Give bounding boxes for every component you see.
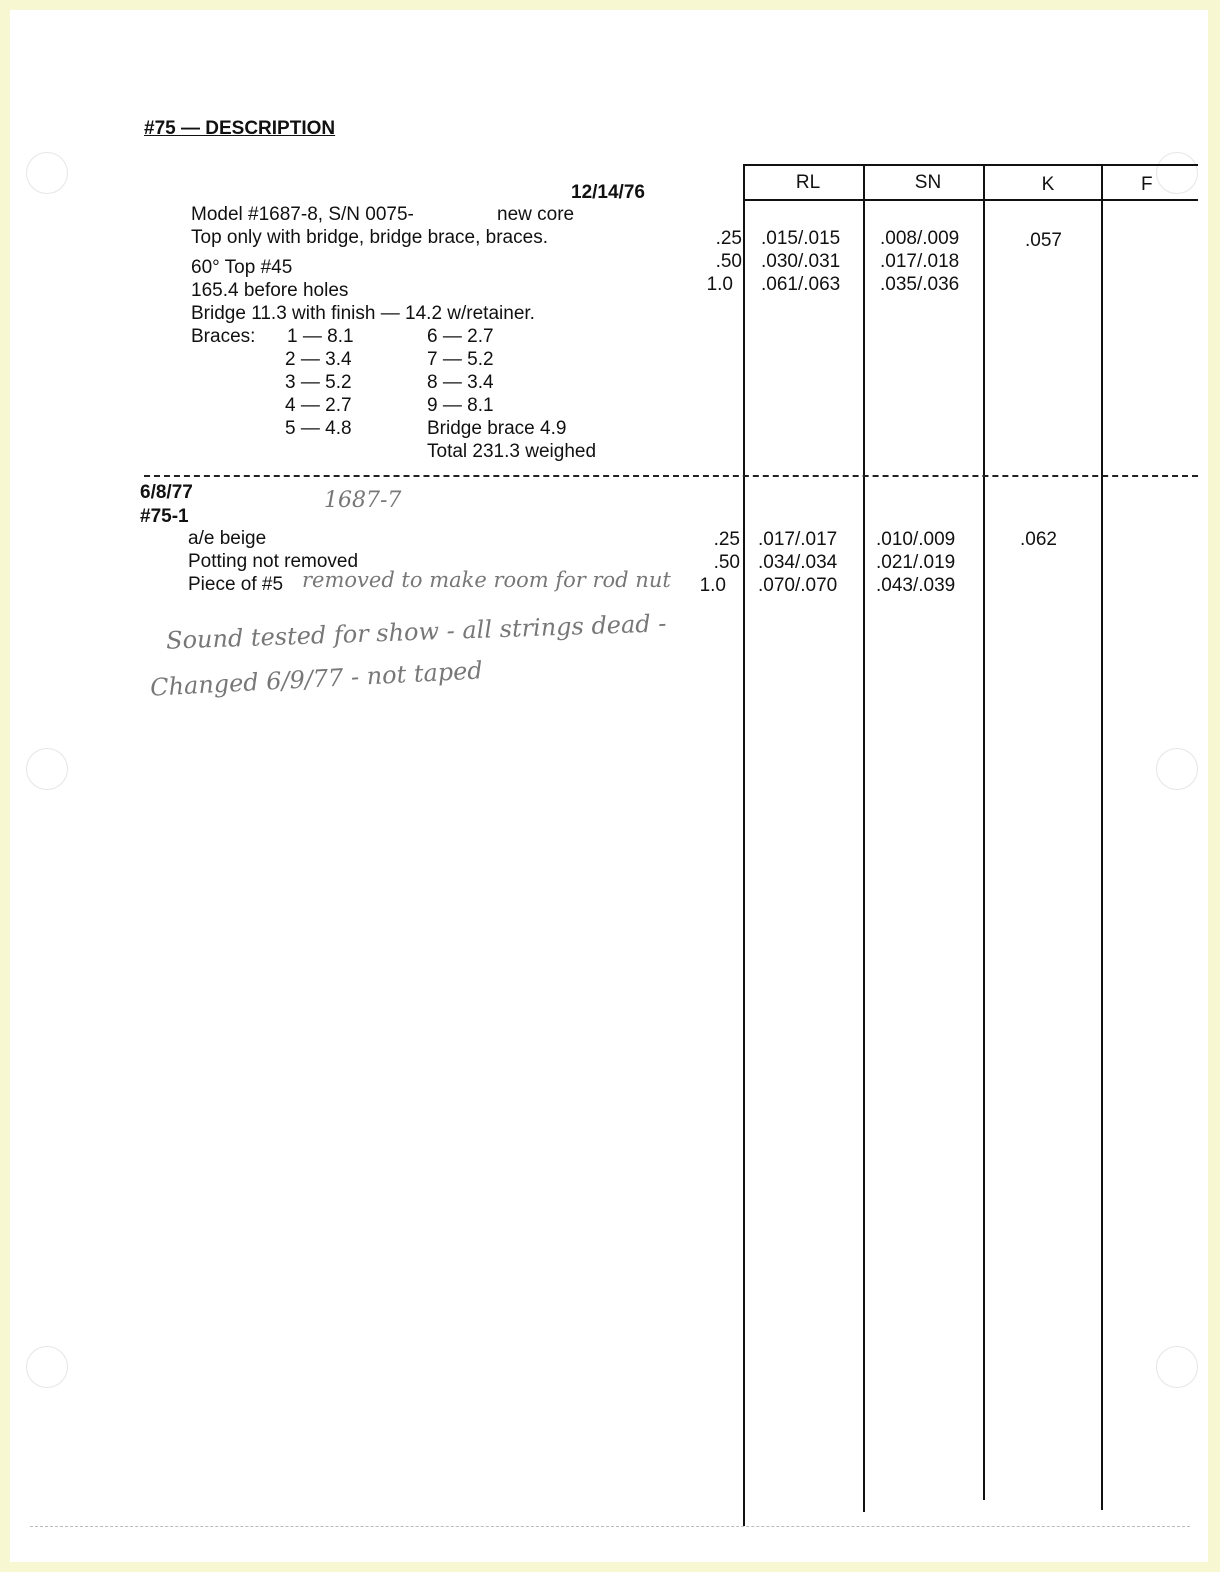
measure-sn: .021/.019	[876, 552, 956, 573]
brace-value: 4 — 2.7	[285, 395, 352, 416]
bridge-brace: Bridge brace 4.9	[427, 418, 567, 439]
column-header-k: K	[1041, 174, 1055, 195]
punch-hole	[26, 152, 68, 194]
measure-rl: .061/.063	[761, 274, 841, 295]
document-page	[10, 10, 1208, 1562]
measure-level: .50	[715, 251, 742, 272]
entry-line: a/e beige	[188, 528, 267, 549]
column-header-partial: F	[1141, 174, 1153, 195]
handwritten-note: removed to make room for rod nut	[302, 568, 671, 592]
measure-level: .25	[715, 228, 742, 249]
measure-level: 1.0	[699, 575, 726, 596]
bottom-rule	[30, 1526, 1190, 1527]
measure-level: 1.0	[706, 274, 733, 295]
measure-k: .057	[1025, 230, 1062, 251]
brace-value: 7 — 5.2	[427, 349, 494, 370]
measure-sn: .043/.039	[876, 575, 956, 596]
page-title: #75 — DESCRIPTION	[144, 118, 336, 139]
entry-line: Bridge 11.3 with finish — 14.2 w/retainer.	[191, 303, 535, 324]
measure-rl: .015/.015	[761, 228, 841, 249]
brace-value: 3 — 5.2	[285, 372, 352, 393]
handwritten-note: Sound tested for show - all strings dead -	[165, 609, 667, 655]
entry-line: Top only with bridge, bridge brace, braces.	[191, 227, 548, 248]
table-column-rule	[743, 164, 745, 1526]
handwritten-note: Changed 6/9/77 - not taped	[149, 656, 484, 702]
measure-sn: .008/.009	[880, 228, 960, 249]
measure-rl: .017/.017	[758, 529, 838, 550]
measure-sn: .010/.009	[876, 529, 956, 550]
table-column-rule	[983, 164, 985, 1500]
brace-value: 6 — 2.7	[427, 326, 494, 347]
braces-label: Braces:	[191, 326, 256, 347]
punch-hole	[26, 1346, 68, 1388]
table-header-rule	[743, 199, 1198, 201]
entry-id: #75-1	[140, 506, 189, 527]
entry-line: 165.4 before holes	[191, 280, 349, 301]
column-header-sn: SN	[914, 172, 942, 193]
measure-sn: .035/.036	[880, 274, 960, 295]
entry-note: new core	[497, 204, 575, 225]
measure-rl: .070/.070	[758, 575, 838, 596]
punch-hole	[1156, 1346, 1198, 1388]
table-column-rule	[1101, 164, 1103, 1510]
entry-line: Potting not removed	[188, 551, 359, 572]
punch-hole	[1156, 748, 1198, 790]
measure-k: .062	[1020, 529, 1057, 550]
entry-line: Model #1687-8, S/N 0075-	[191, 204, 414, 225]
table-column-rule	[863, 164, 865, 1512]
brace-value: 9 — 8.1	[427, 395, 494, 416]
measure-rl: .030/.031	[761, 251, 841, 272]
punch-hole	[26, 748, 68, 790]
measure-rl: .034/.034	[758, 552, 838, 573]
brace-value: 1 — 8.1	[287, 326, 354, 347]
entry-separator	[144, 475, 1198, 477]
brace-value: 2 — 3.4	[285, 349, 352, 370]
brace-value: 5 — 4.8	[285, 418, 352, 439]
column-header-rl: RL	[795, 172, 821, 193]
entry-line: Piece of #5	[188, 574, 284, 595]
total-weight: Total 231.3 weighed	[427, 441, 597, 462]
entry-date: 12/14/76	[571, 182, 645, 203]
table-top-rule	[743, 164, 1198, 166]
handwritten-model: 1687-7	[324, 488, 402, 513]
punch-hole	[1156, 152, 1198, 194]
measure-level: .50	[713, 552, 740, 573]
brace-value: 8 — 3.4	[427, 372, 494, 393]
measure-sn: .017/.018	[880, 251, 960, 272]
measure-level: .25	[713, 529, 740, 550]
entry-date: 6/8/77	[140, 482, 193, 503]
entry-line: 60° Top #45	[191, 257, 293, 278]
